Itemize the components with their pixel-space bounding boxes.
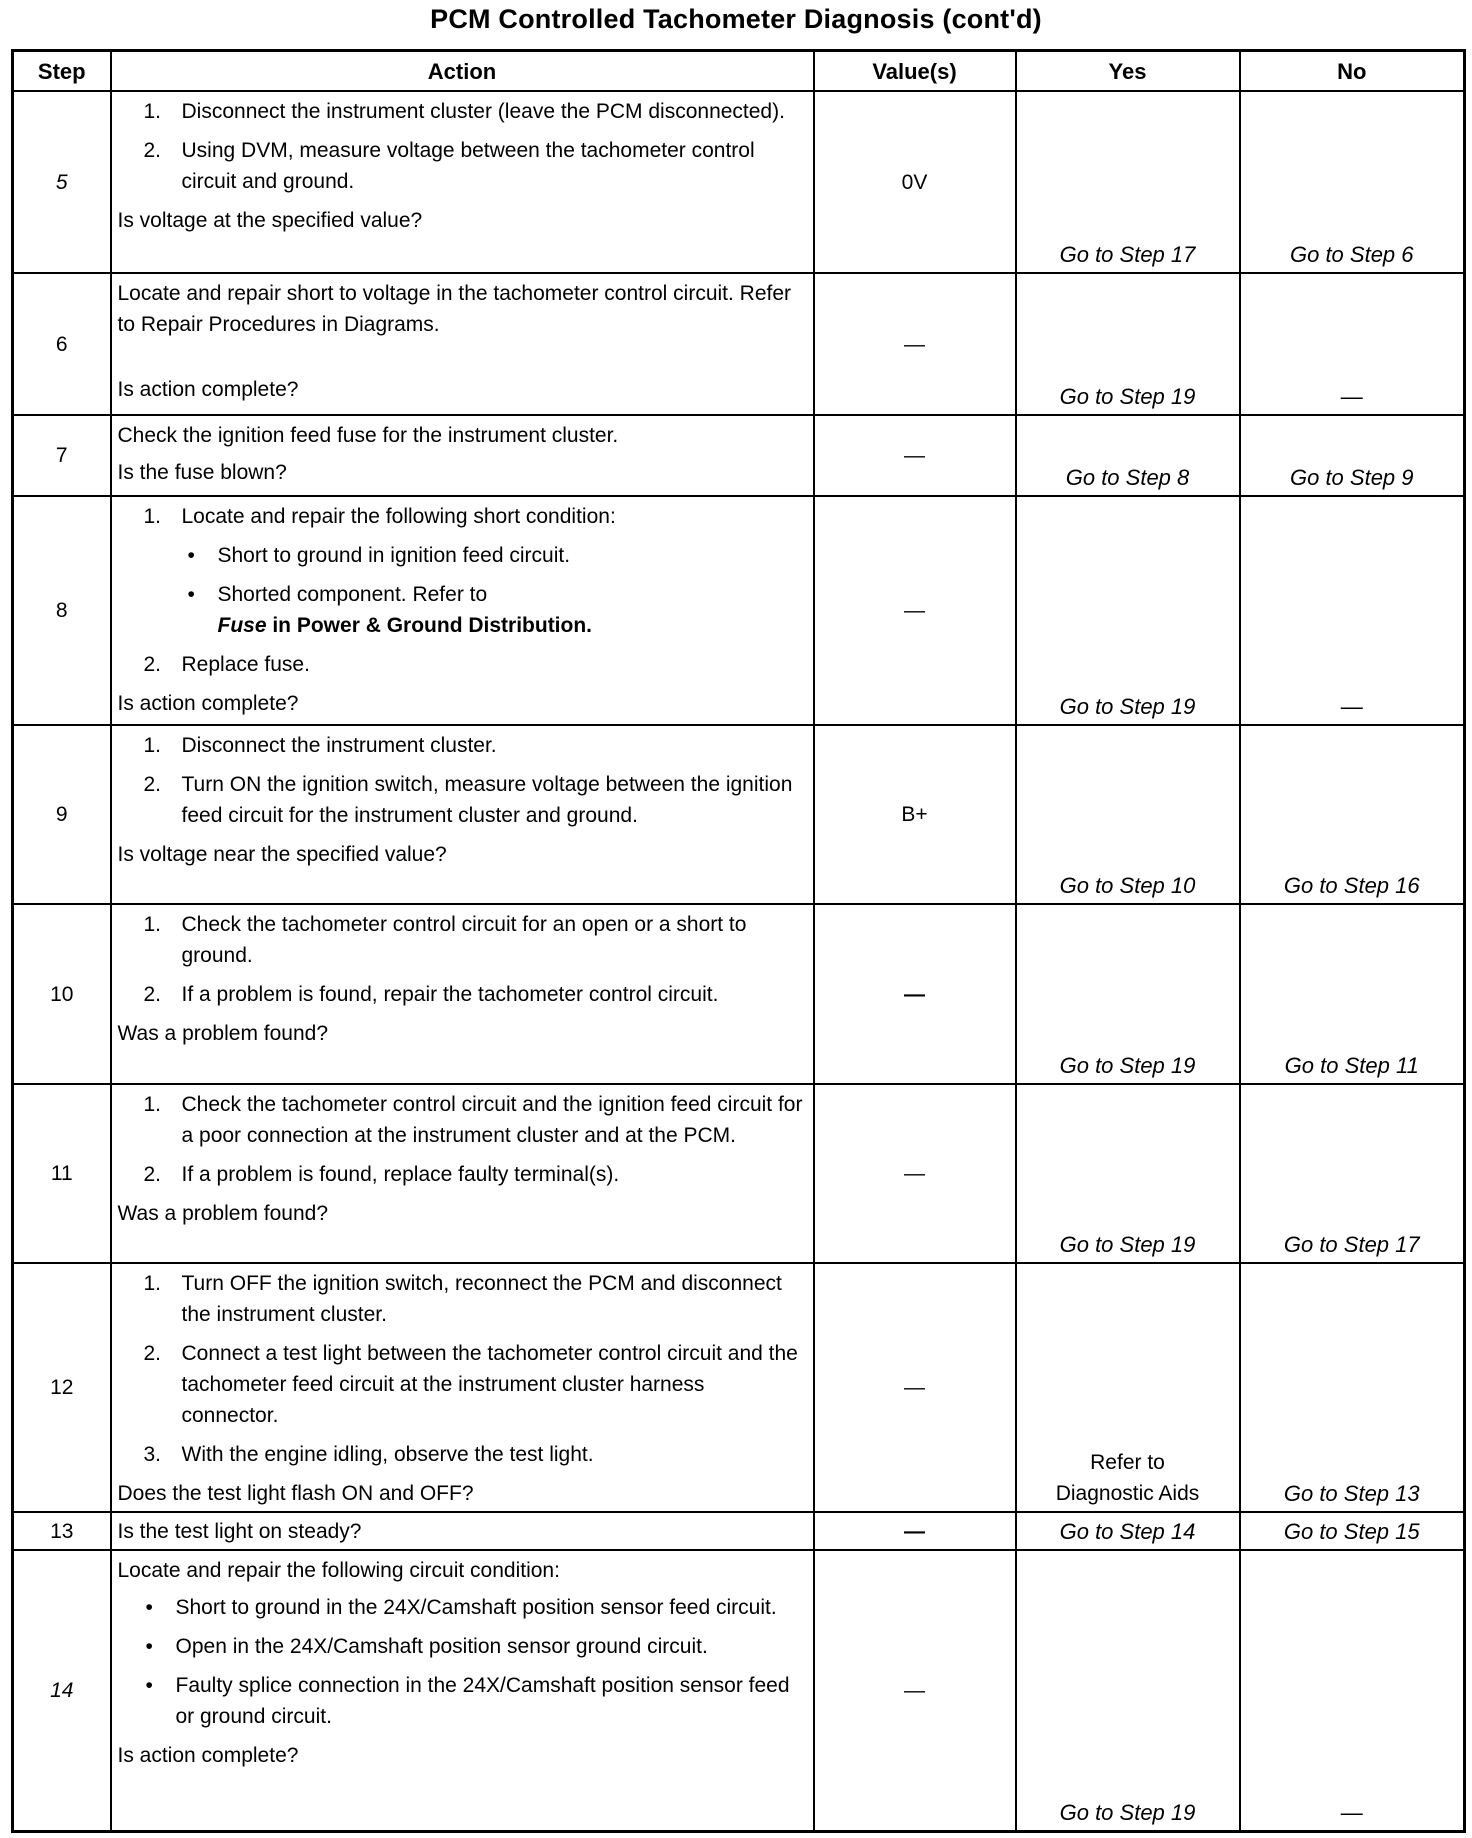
item-number: 2.	[143, 1163, 162, 1186]
action-item: Using DVM, measure voltage between the tachometer control circuit and ground.	[181, 139, 755, 193]
item-number: 2.	[143, 139, 162, 162]
value-cell: —	[814, 1550, 1016, 1831]
yes-cell: Go to Step 17	[1016, 91, 1240, 273]
item-number: 1.	[143, 1093, 162, 1116]
yes-line: Refer to	[1090, 1451, 1165, 1474]
item-number: 2.	[143, 1342, 162, 1365]
action-question: Is action complete?	[117, 378, 299, 401]
item-number: 1.	[143, 1272, 162, 1295]
header-action: Action	[111, 51, 814, 92]
no-cell: —	[1240, 496, 1465, 725]
action-item: Disconnect the instrument cluster.	[181, 734, 497, 757]
action-item: Disconnect the instrument cluster (leave the PCM disconnected).	[181, 100, 785, 123]
action-question: Is voltage at the specified value?	[117, 209, 423, 232]
value-cell: —	[814, 904, 1016, 1084]
table-row	[13, 415, 1465, 496]
yes-line: Diagnostic Aids	[1055, 1482, 1200, 1505]
no-cell: Go to Step 9	[1240, 415, 1465, 496]
item-number: 1.	[143, 505, 162, 528]
action-bullet: Shorted component. Refer to	[217, 583, 488, 606]
yes-cell: Go to Step 19	[1016, 496, 1240, 725]
item-number: 3.	[143, 1443, 162, 1466]
no-cell: Go to Step 13	[1240, 1263, 1465, 1512]
yes-cell: Go to Step 19	[1016, 273, 1240, 415]
action-item: Locate and repair the following short condition:	[181, 505, 616, 528]
action-cell	[111, 496, 814, 725]
header-yes: Yes	[1016, 51, 1240, 92]
step-number: 7	[13, 415, 111, 496]
item-number: 2.	[143, 653, 162, 676]
no-cell: Go to Step 15	[1240, 1512, 1465, 1550]
step-number: 11	[13, 1084, 111, 1263]
value-cell: —	[814, 415, 1016, 496]
value-cell: —	[814, 1512, 1016, 1550]
value-cell: —	[814, 1084, 1016, 1263]
table-row	[13, 725, 1465, 904]
action-item: Check the tachometer control circuit and the ignition feed circuit for a poor connection at the instrument cluster and at the PCM.	[181, 1093, 803, 1147]
item-number: 2.	[143, 983, 162, 1006]
yes-cell: Go to Step 14	[1016, 1512, 1240, 1550]
table-row	[13, 273, 1465, 415]
yes-cell: Go to Step 10	[1016, 725, 1240, 904]
action-question: Is the fuse blown?	[117, 461, 287, 484]
action-cell	[111, 1512, 814, 1550]
action-item: Connect a test light between the tachometer control circuit and the tachometer feed circuit at the instrument cluster harness connector.	[181, 1342, 798, 1427]
yes-cell: Go to Step 19	[1016, 904, 1240, 1084]
step-number: 10	[13, 904, 111, 1084]
action-item: Check the tachometer control circuit for an open or a short to ground.	[181, 913, 747, 967]
no-cell: Go to Step 17	[1240, 1084, 1465, 1263]
action-bullet: Open in the 24X/Camshaft position sensor ground circuit.	[175, 1635, 708, 1658]
no-cell: Go to Step 6	[1240, 91, 1465, 273]
item-number: 1.	[143, 913, 162, 936]
action-item: If a problem is found, replace faulty terminal(s).	[181, 1163, 620, 1186]
action-item: Replace fuse.	[181, 653, 310, 676]
step-number: 5	[13, 91, 111, 273]
action-question: Is action complete?	[117, 1744, 299, 1767]
item-number: 1.	[143, 734, 162, 757]
no-cell: —	[1240, 273, 1465, 415]
action-item: If a problem is found, repair the tachometer control circuit.	[181, 983, 719, 1006]
action-bullet: Short to ground in the 24X/Camshaft position sensor feed circuit.	[175, 1596, 777, 1619]
action-cell	[111, 1550, 814, 1831]
header-step: Step	[13, 51, 111, 92]
action-text: Check the ignition feed fuse for the instrument cluster.	[117, 424, 619, 447]
bullet-icon: •	[145, 1635, 153, 1658]
action-cell	[111, 904, 814, 1084]
action-question: Is the test light on steady?	[117, 1519, 362, 1543]
value-cell: —	[814, 273, 1016, 415]
step-number: 9	[13, 725, 111, 904]
table-row	[13, 904, 1465, 1084]
no-cell: Go to Step 16	[1240, 725, 1465, 904]
step-number: 8	[13, 496, 111, 725]
action-item: Turn OFF the ignition switch, reconnect the PCM and disconnect the instrument cluster.	[181, 1272, 782, 1326]
item-number: 2.	[143, 773, 162, 796]
action-cell	[111, 91, 814, 273]
table-row	[13, 1263, 1465, 1512]
action-question: Is voltage near the specified value?	[117, 843, 447, 866]
action-item: Turn ON the ignition switch, measure voltage between the ignition feed circuit for the instrument cluster and ground.	[181, 773, 793, 827]
item-number: 1.	[143, 100, 162, 123]
diagnosis-table	[11, 49, 1466, 1833]
step-number: 14	[13, 1550, 111, 1831]
action-cell	[111, 415, 814, 496]
action-cell	[111, 273, 814, 415]
reference-text: in Power & Ground Distribution.	[266, 614, 593, 637]
yes-cell: Go to Step 19	[1016, 1550, 1240, 1831]
bullet-icon: •	[187, 583, 195, 606]
yes-cell: Go to Step 19	[1016, 1084, 1240, 1263]
action-bullet: Faulty splice connection in the 24X/Camshaft position sensor feed or ground circuit.	[175, 1674, 790, 1728]
bullet-icon: •	[187, 544, 195, 567]
action-bullet: Short to ground in ignition feed circuit.	[217, 544, 571, 567]
yes-cell	[1016, 1263, 1240, 1512]
no-cell: —	[1240, 1550, 1465, 1831]
table-header-row	[13, 51, 1465, 92]
step-number: 6	[13, 273, 111, 415]
action-cell	[111, 1084, 814, 1263]
action-question: Was a problem found?	[117, 1202, 329, 1225]
value-cell: B+	[814, 725, 1016, 904]
action-text: Locate and repair short to voltage in the tachometer control circuit. Refer to Repair Procedures in Diagrams.	[117, 282, 792, 336]
action-question: Does the test light flash ON and OFF?	[117, 1482, 474, 1505]
action-question: Was a problem found?	[117, 1022, 329, 1045]
table-row	[13, 1550, 1465, 1831]
no-cell: Go to Step 11	[1240, 904, 1465, 1084]
header-values: Value(s)	[814, 51, 1016, 92]
page-title: PCM Controlled Tachometer Diagnosis (cont'd)	[430, 4, 1042, 34]
yes-cell: Go to Step 8	[1016, 415, 1240, 496]
action-question: Is action complete?	[117, 692, 299, 715]
table-row	[13, 496, 1465, 725]
value-cell: —	[814, 1263, 1016, 1512]
value-cell: 0V	[814, 91, 1016, 273]
reference-link-fuse: Fuse	[217, 614, 267, 637]
action-text: Locate and repair the following circuit condition:	[117, 1559, 560, 1582]
step-number: 13	[13, 1512, 111, 1550]
step-number: 12	[13, 1263, 111, 1512]
action-cell	[111, 725, 814, 904]
bullet-icon: •	[145, 1596, 153, 1619]
action-cell	[111, 1263, 814, 1512]
header-no: No	[1240, 51, 1465, 92]
bullet-icon: •	[145, 1674, 153, 1697]
table-row	[13, 1512, 1465, 1550]
action-item: With the engine idling, observe the test light.	[181, 1443, 594, 1466]
table-row	[13, 91, 1465, 273]
table-row	[13, 1084, 1465, 1263]
value-cell: —	[814, 496, 1016, 725]
